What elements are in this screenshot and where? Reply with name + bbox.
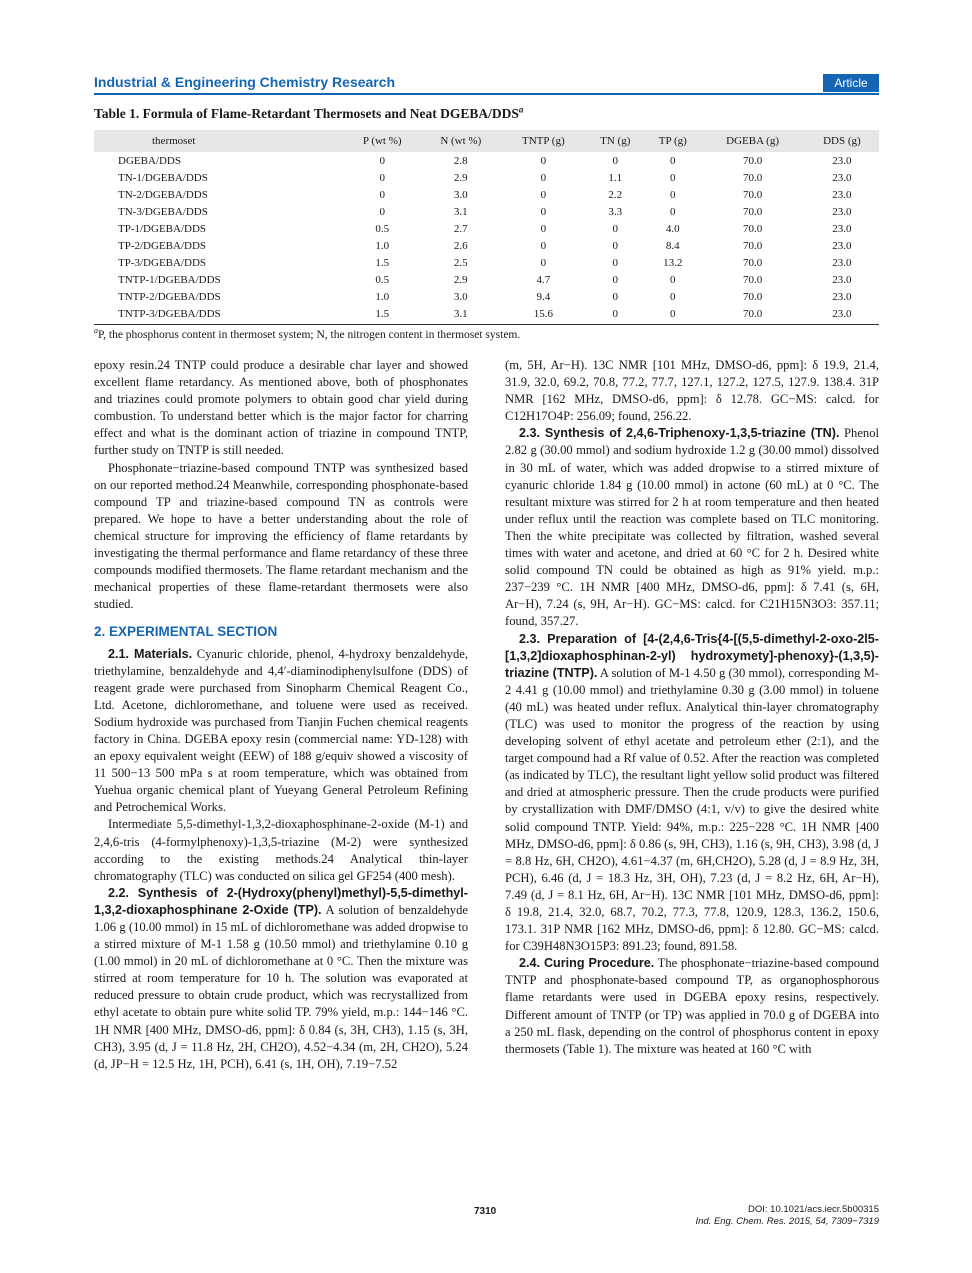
table-cell: 3.1 [453,205,468,218]
tp-synthesis-paragraph: 2.2. Synthesis of 2-(Hydroxy(phenyl)methyl)-5,5-dimethyl-1,3,2-dioxaphosphinane 2-Oxide (TP). A solution of benzaldehyde 1.06 g (10.00 mmol) in 15 mL of dichloromethane was added dropwise to a stirred mixture of M-1 1.58 g (10.50 mmol) and triethylamine 0.10 g (1.00 mmol) in 20 mL of dichloromethane at 0 °C. Then the mixture was stirred at room temperature for 10 h. The solution was evaporated at reduced pressure to obtain crude product, which was recrystallized from ethyl acetate to obtain pure white solid TP. 79% yield, m.p.: 144−146 °C. 1H NMR [400 MHz, DMSO-d6, ppm]: δ 0.84 (s, 3H, CH3), 1.15 (s, 3H, CH3), 3.95 (d, J = 11.8 Hz, 2H, CH2O), 4.52−4.34 (m, 2H, CH2O), 5.24 (d, JP−H = 12.5 Hz, 1H, PCH), 6.41 (s, 1H, OH), 7.19−7.52 [94,885,468,1071]
page-number: 7310 [474,1206,497,1217]
table-cell: 23.0 [832,239,852,252]
table-cell: 70.0 [742,222,763,235]
column-header: TP (g) [645,130,700,152]
table-cell: TP-3/DGEBA/DDS [118,256,207,269]
table-cell: 0 [540,171,547,184]
table-row [94,237,879,254]
table-cell: 2.5 [453,256,468,269]
table-cell: 0 [612,307,619,320]
table-cell: TNTP-3/DGEBA/DDS [118,307,221,320]
table-row [94,169,879,186]
table-cell: 70.0 [742,188,763,201]
right-column [505,357,879,1058]
table-row [94,254,879,271]
table-cell: 0 [670,290,676,303]
table-cell: 23.0 [832,290,852,303]
table-cell: TP-2/DGEBA/DDS [118,239,207,252]
caption-footnote-mark: a [518,104,524,115]
table-cell: 2.9 [453,273,468,286]
table-cell: 2.7 [453,222,468,235]
table-cell: 0 [612,273,619,286]
table-cell: 0 [670,307,676,320]
table-cell: 0 [540,205,547,218]
table-cell: 4.0 [665,222,680,235]
table-row [94,152,879,169]
column-header: DDS (g) [805,130,879,152]
section-heading: 2. EXPERIMENTAL SECTION [94,624,278,640]
table-cell: 23.0 [832,205,852,218]
table-cell: 9.4 [536,290,551,303]
column-header: P (wt %) [344,130,420,152]
table-cell: 23.0 [832,222,852,235]
intermediate-paragraph: Intermediate 5,5-dimethyl-1,3,2-dioxaphosphinane-2-oxide (M-1) and 2,4,6-tris (4-formylphenoxy)-1,3,5-triazine (M-2) were synthesized according to the existing methods.24 Analytical thin-layer chromatography (TLC) was conducted on silica gel GF254 (400 mesh). [94,817,468,883]
table-cell: TNTP-1/DGEBA/DDS [118,273,221,286]
table-cell: 3.0 [453,188,468,201]
table-cell: 0 [540,256,547,269]
table-cell: 23.0 [832,256,852,269]
table-cell: 70.0 [742,273,763,286]
footnote-mark: a [94,326,98,336]
table-cell: 1.5 [375,307,390,320]
column-header: TNTP (g) [501,130,585,152]
journal-title: Industrial & Engineering Chemistry Research [94,74,396,90]
article-badge: Article [823,74,879,92]
materials-heading: 2.1. Materials. [108,646,193,661]
table-cell: 0 [670,171,676,184]
table-cell: 1.5 [375,256,390,269]
materials-paragraph: 2.1. Materials. Cyanuric chloride, phenol, 4-hydroxy benzaldehyde, triethylamine, benzaldehyde and 4,4′-diaminodiphenylsulfone (DDS) of reagent grade were purchased from Sinopharm Chemical Reagent Co., Ltd. Acetone, dichloromethane, and toluene were used as received. Sodium hydroxide was purchased from Tianjin Fuchen chemical reagents factory in China. DGEBA epoxy resin (commercial name: YD-128) with an epoxy equivalent weight (EEW) of 188 g/equiv showed a viscosity of 11 500−13 500 mPa s at room temperature, which was obtained from Yuehua organic chemical plant of Yueyang General Petroleum Refining and Petrochemical Works. [94,646,469,815]
table-cell: 4.7 [536,273,551,286]
table-cell: 23.0 [832,273,852,286]
table-cell: 0 [379,171,385,184]
curing-heading: 2.4. Curing Procedure. [519,956,655,971]
table-cell: TNTP-2/DGEBA/DDS [118,290,221,303]
tp-synthesis-heading: 2.2. Synthesis of 2-(Hydroxy(phenyl)methyl)-5,5-dimethyl-1,3,2-dioxaphosphinane 2-Oxide (TP). [94,885,468,917]
table-cell: 0 [540,222,547,235]
tn-synthesis-paragraph: 2.3. Synthesis of 2,4,6-Triphenoxy-1,3,5-triazine (TN). Phenol 2.82 g (30.00 mmol) and sodium hydroxide 1.2 g (30.00 mmol) dissolved in 30 mL of water, which was added dropwise to a stirred mixture of cyanuric chloride 1.84 g (10.00 mmol) in actone (60 mL) at 0 °C. The resultant mixture was stirred for 2 h at room temperature and then heated under reflux until the reaction was complete based on TLC monitoring. Then the white precipitate was collected by filtration, washed several times with water and acetone, and dried at 60 °C for 2 h. Desired white solid compound TN could be obtained as high as 91% yield. m.p.: 237−239 °C. 1H NMR [400 MHz, DMSO-d6, ppm]: δ 7.41 (s, 6H, Ar−H), 7.24 (s, 9H, Ar−H). GC−MS: calcd. for C21H15N3O3: 357.11; found, 357.27. [505,426,879,629]
table-row [94,203,879,220]
table-cell: 23.0 [832,171,852,184]
table-cell: 70.0 [742,205,763,218]
table-cell: 70.0 [742,307,763,320]
table-cell: 0 [612,222,619,235]
column-header: N (wt %) [420,130,501,152]
table-cell: 3.0 [453,290,468,303]
table-row [94,288,879,305]
table-cell: 70.0 [742,154,763,167]
tp-continued-paragraph: (m, 5H, Ar−H). 13C NMR [101 MHz, DMSO-d6, ppm]: δ 19.9, 21.4, 31.9, 32.0, 69.2, 70.8, 77.2, 77.7, 127.1, 127.2, 127.5, 127.9. 138.4. 31P NMR [162 MHz, DMSO-d6, ppm]: δ 12.78. GC−MS: calcd. for C12H17O4P: 256.09; found, 256.22. [505,358,879,424]
table-cell: 2.9 [453,171,468,184]
table-cell: 70.0 [742,239,763,252]
column-header: thermoset [94,130,344,152]
table-cell: 1.0 [375,290,390,303]
table-cell: 8.4 [665,239,680,252]
table-cell: 0 [670,154,676,167]
table-cell: 23.0 [832,307,852,320]
table-cell: 3.3 [608,205,623,218]
table-cell: 0 [670,205,676,218]
column-header: DGEBA (g) [700,130,804,152]
table-cell: 0 [670,188,676,201]
table-cell: 0 [379,154,385,167]
table-cell: 0 [540,239,547,252]
tn-synthesis-heading: 2.3. Synthesis of 2,4,6-Triphenoxy-1,3,5-triazine (TN). [519,426,840,441]
table-cell: 0.5 [375,222,390,235]
table-cell: 2.8 [453,154,468,167]
table-cell: 0 [540,188,547,201]
table-cell: 0 [612,239,619,252]
doi-block [695,1204,879,1228]
curing-paragraph: 2.4. Curing Procedure. The phosphonate−triazine-based compound TNTP and phosphonate-based compound TP, as organophosphorous flame retardants were used in DGEBA epoxy resins, respectively. Different amount of TNTP (or TP) was applied in 70.0 g of DGEBA into a 250 mL flask, depending on the control of phosphorus content in epoxy thermosets (Table 1). The mixture was heated at 160 °C with [505,956,879,1056]
header-rule [94,93,879,95]
table-cell: 0 [670,273,676,286]
table-cell: 70.0 [742,171,763,184]
table-header-row [94,130,879,152]
table-cell: 0 [612,154,619,167]
column-header: TN (g) [585,130,645,152]
table-cell: 23.0 [832,154,852,167]
left-column [94,357,468,1073]
table-cell: 3.1 [453,307,468,320]
table-cell: 70.0 [742,290,763,303]
table-row [94,220,879,237]
table-row [94,271,879,288]
table-cell: 0.5 [375,273,390,286]
table-cell: 13.2 [663,256,683,269]
table-cell: 1.1 [608,171,623,184]
citation-text: Ind. Eng. Chem. Res. 2015, 54, 7309−7319 [695,1216,879,1227]
intro-paragraph-1: epoxy resin.24 TNTP could produce a desirable char layer and showed excellent flame retardancy. As mentioned above, both of phosphonates and triazines could promote polymers to obtain good char yield during combustion. To understand better which is the major factor for charring effect and what is the dominant action of triazine in compound TNTP, further study on TNTP is still needed. [94,358,468,458]
table-caption: Table 1. Formula of Flame-Retardant Thermosets and Neat DGEBA/DDS$^a$ [94,104,524,121]
table-cell: 0 [379,205,385,218]
table-cell: 0 [612,256,619,269]
formula-table [94,130,879,322]
table-cell: 2.2 [608,188,623,201]
table-cell: 0 [612,290,619,303]
table-body [94,152,879,322]
tntp-preparation-heading: 2.3. Preparation of [4-(2,4,6-Tris{4-[(5,5-dimethyl-2-oxo-2l5-[1,3,2]dioxaphosphinan-2-yl) hydroxymety]-phenoxy}-(1,3,5)-triazine (TNTP). [505,631,879,680]
table-cell: TN-2/DGEBA/DDS [118,188,208,201]
table-cell: TN-3/DGEBA/DDS [118,205,208,218]
table-row [94,186,879,203]
doi-text: DOI: 10.1021/acs.iecr.5b00315 [748,1204,879,1215]
intro-paragraph-2: Phosphonate−triazine-based compound TNTP was synthesized based on our reported method.24 Meanwhile, corresponding phosphonate-based compound TP and triazine-based compound TN as controls were prepared. We hope to have a better understanding about the role of chemical structure for improving the efficiency of flame retardants by investigating the thermal performance and flame retardancy of these three compounds modified thermosets. The flame retardant mechanism and the mechanical properties of these flame-retardant thermosets were also studied. [94,460,468,612]
table-cell: 0 [540,154,547,167]
table-row [94,305,879,322]
table-footnote: $^a$P, the phosphorus content in thermoset system; N, the nitrogen content in thermoset system. [94,324,879,341]
table-cell: 70.0 [742,256,763,269]
table-cell: TN-1/DGEBA/DDS [118,171,208,184]
table-cell: 15.6 [533,307,553,320]
table-cell: 23.0 [832,188,852,201]
table-cell: 2.6 [453,239,468,252]
tntp-preparation-paragraph: 2.3. Preparation of [4-(2,4,6-Tris{4-[(5,5-dimethyl-2-oxo-2l5-[1,3,2]dioxaphosphinan-2-yl) hydroxymety]-phenoxy}-(1,3,5)-triazine (TNTP). A solution of M-1 4.50 g (30 mmol), corresponding M-2 4.41 g (10.00 mmol) and triethylamine 0.30 g (3.00 mmol) in toluene (40 mL) was heated under reflux. Analytical thin-layer chromatography (TLC) was used to monitor the progress of the reaction by using developing solvent of ethyl acetate and petroleum ether (2:1), and the target compound had a Rf value of 0.52. After the reaction was completed (as indicated by TLC), the resultant light yellow solid product was filtered and dried at atmospheric pressure. Then the crude products were purified by crystallization with DMF/DMSO (4:1, v/v) to give the desired white solid compound TNTP. Yield: 94%, m.p.: 225−228 °C. 1H NMR [400 MHz, DMSO-d6, ppm]: δ 0.86 (s, 9H, CH3), 1.16 (s, 9H, CH3), 3.98 (d, J = 8.8 Hz, 6H, CH2O), 4.61−4.37 (m, 6H,CH2O), 5.28 (d, J = 8.9 Hz, 3H, PCH), 6.46 (d, J = 18.3 Hz, 3H, OH), 7.23 (d, J = 8.2 Hz, 6H, Ar−H), 7.49 (d, J = 8.1 Hz, 6H, Ar−H). 13C NMR [101 MHz, DMSO-d6, ppm]: δ 19.8, 21.4, 32.0, 68.7, 70.2, 77.3, 77.8, 120.9, 128.3, 136.2, 150.6, 173.1. 31P NMR [162 MHz, DMSO-d6, ppm]: δ 12.80. GC−MS: calcd. for C39H48N3O15P3: 891.23; found, 891.58. [505,631,879,954]
table-cell: 1.0 [375,239,390,252]
table-cell: 0 [379,188,385,201]
table-cell: TP-1/DGEBA/DDS [118,222,207,235]
table-cell: DGEBA/DDS [118,154,181,167]
